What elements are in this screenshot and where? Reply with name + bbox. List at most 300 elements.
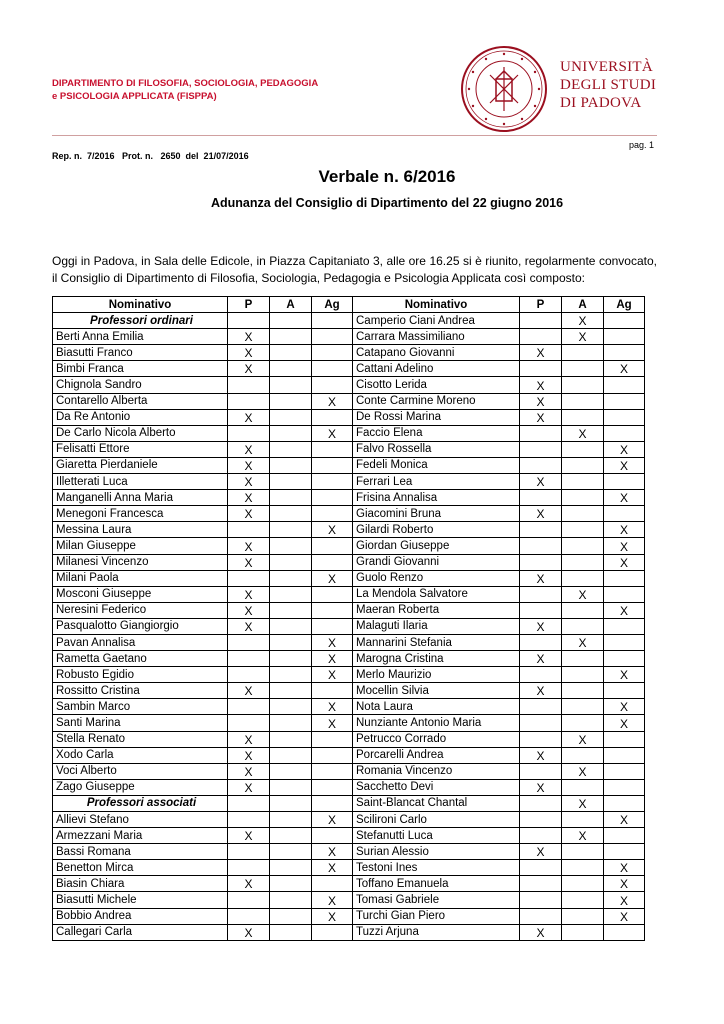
mark-p-left bbox=[228, 892, 270, 908]
mark-p-left: X bbox=[228, 683, 270, 699]
mark-p-left: X bbox=[228, 409, 270, 425]
mark-p-right bbox=[520, 763, 562, 779]
member-name-right: Petrucco Corrado bbox=[353, 731, 520, 747]
document-subtitle: Adunanza del Consiglio di Dipartimento del 22 giugno 2016 bbox=[210, 196, 564, 210]
mark-ag-left: X bbox=[312, 522, 353, 538]
mark-p-left: X bbox=[228, 763, 270, 779]
member-name-right: Mannarini Stefania bbox=[353, 634, 520, 650]
mark-p-right bbox=[520, 634, 562, 650]
mark-ag-left bbox=[312, 490, 353, 506]
mark-ag-right: X bbox=[604, 715, 645, 731]
member-name-right: Nota Laura bbox=[353, 699, 520, 715]
member-name-left: Giaretta Pierdaniele bbox=[53, 457, 228, 473]
mark-a-left bbox=[270, 554, 312, 570]
mark-a-left bbox=[270, 844, 312, 860]
table-row bbox=[53, 474, 645, 490]
header-p-right: P bbox=[520, 297, 562, 313]
table-row bbox=[53, 393, 645, 409]
mark-ag-right bbox=[604, 377, 645, 393]
member-name-left: Bassi Romana bbox=[53, 844, 228, 860]
table-row bbox=[53, 651, 645, 667]
mark-a-right bbox=[562, 393, 604, 409]
member-name-right: Grandi Giovanni bbox=[353, 554, 520, 570]
mark-a-right bbox=[562, 618, 604, 634]
member-name-right: Frisina Annalisa bbox=[353, 490, 520, 506]
department-line-1: DIPARTIMENTO DI FILOSOFIA, SOCIOLOGIA, PEDAGOGIA bbox=[52, 78, 319, 89]
mark-a-left bbox=[270, 892, 312, 908]
mark-p-right: X bbox=[520, 474, 562, 490]
member-name-right: De Rossi Marina bbox=[353, 409, 520, 425]
mark-ag-right bbox=[604, 474, 645, 490]
mark-p-right bbox=[520, 329, 562, 345]
mark-ag-right: X bbox=[604, 602, 645, 618]
mark-ag-right: X bbox=[604, 860, 645, 876]
mark-a-left bbox=[270, 763, 312, 779]
mark-a-left bbox=[270, 586, 312, 602]
table-row bbox=[53, 667, 645, 683]
mark-ag-left bbox=[312, 474, 353, 490]
mark-a-right bbox=[562, 924, 604, 940]
mark-ag-right bbox=[604, 345, 645, 361]
mark-p-right bbox=[520, 602, 562, 618]
mark-ag-left bbox=[312, 361, 353, 377]
table-header-row bbox=[53, 297, 645, 313]
mark-ag-left: X bbox=[312, 844, 353, 860]
mark-p-right bbox=[520, 667, 562, 683]
mark-a-right bbox=[562, 361, 604, 377]
mark-p-left: X bbox=[228, 602, 270, 618]
mark-a-left bbox=[270, 828, 312, 844]
mark-p-right: X bbox=[520, 393, 562, 409]
table-row bbox=[53, 763, 645, 779]
mark-ag-left bbox=[312, 586, 353, 602]
table-row bbox=[53, 892, 645, 908]
mark-a-right bbox=[562, 908, 604, 924]
table-row bbox=[53, 441, 645, 457]
member-name-left: Biasutti Michele bbox=[53, 892, 228, 908]
mark-a-right: X bbox=[562, 329, 604, 345]
mark-ag-right: X bbox=[604, 490, 645, 506]
mark-p-left: X bbox=[228, 361, 270, 377]
mark-p-right: X bbox=[520, 506, 562, 522]
header-a-left: A bbox=[270, 297, 312, 313]
mark-ag-right: X bbox=[604, 699, 645, 715]
attendance-table bbox=[52, 296, 645, 941]
mark-a-right bbox=[562, 345, 604, 361]
table-row bbox=[53, 602, 645, 618]
table-row bbox=[53, 586, 645, 602]
member-name-right: Camperio Ciani Andrea bbox=[353, 313, 520, 329]
mark-p-right bbox=[520, 457, 562, 473]
member-name-right: Scilironi Carlo bbox=[353, 812, 520, 828]
mark-ag-right bbox=[604, 618, 645, 634]
mark-ag-left bbox=[312, 602, 353, 618]
mark-ag-left bbox=[312, 329, 353, 345]
mark-ag-right: X bbox=[604, 554, 645, 570]
mark-a-left bbox=[270, 602, 312, 618]
mark-ag-right bbox=[604, 683, 645, 699]
mark-a-left bbox=[270, 618, 312, 634]
mark-a-right bbox=[562, 522, 604, 538]
member-name-right: Fedeli Monica bbox=[353, 457, 520, 473]
mark-a-right: X bbox=[562, 634, 604, 650]
member-name-right: Turchi Gian Piero bbox=[353, 908, 520, 924]
header-divider bbox=[52, 135, 657, 136]
mark-p-left bbox=[228, 425, 270, 441]
table-row bbox=[53, 618, 645, 634]
member-name-right: Testoni Ines bbox=[353, 860, 520, 876]
mark-ag-left: X bbox=[312, 667, 353, 683]
protocol-reference: Rep. n. 7/2016 Prot. n. 2650 del 21/07/2016 bbox=[52, 151, 249, 161]
member-name-left: Callegari Carla bbox=[53, 924, 228, 940]
member-name-right: Cisotto Lerida bbox=[353, 377, 520, 393]
mark-a-left bbox=[270, 409, 312, 425]
table-row bbox=[53, 409, 645, 425]
table-row bbox=[53, 699, 645, 715]
member-name-right: Falvo Rossella bbox=[353, 441, 520, 457]
university-seal-logo bbox=[460, 45, 548, 133]
mark-a-right bbox=[562, 667, 604, 683]
mark-a-right bbox=[562, 441, 604, 457]
member-name-left: Voci Alberto bbox=[53, 763, 228, 779]
mark-ag-right bbox=[604, 763, 645, 779]
table-row bbox=[53, 828, 645, 844]
mark-ag-right: X bbox=[604, 667, 645, 683]
mark-ag-right: X bbox=[604, 892, 645, 908]
table-row bbox=[53, 924, 645, 940]
section-heading: Professori associati bbox=[53, 795, 228, 811]
member-name-right: Giordan Giuseppe bbox=[353, 538, 520, 554]
mark-a-left bbox=[270, 747, 312, 763]
table-row bbox=[53, 570, 645, 586]
mark-p-right: X bbox=[520, 377, 562, 393]
member-name-right: Romania Vincenzo bbox=[353, 763, 520, 779]
member-name-right: Marogna Cristina bbox=[353, 651, 520, 667]
mark-ag-left bbox=[312, 409, 353, 425]
member-name-right: Mocellin Silvia bbox=[353, 683, 520, 699]
member-name-left: Messina Laura bbox=[53, 522, 228, 538]
member-name-right: Conte Carmine Moreno bbox=[353, 393, 520, 409]
mark-p-right bbox=[520, 908, 562, 924]
mark-ag-right bbox=[604, 634, 645, 650]
mark-p-right bbox=[520, 876, 562, 892]
intro-paragraph: Oggi in Padova, in Sala delle Edicole, in Piazza Capitaniato 3, alle ore 16.25 si è riunito, regolarmente convocato, il Consiglio di Dipartimento di Filosofia, Sociologia, Pedagogia e Psicologia Applicata così composto: bbox=[52, 254, 657, 285]
mark-ag-right bbox=[604, 506, 645, 522]
mark-p-right bbox=[520, 828, 562, 844]
header-a-right: A bbox=[562, 297, 604, 313]
mark-a-right bbox=[562, 570, 604, 586]
member-name-left: Santi Marina bbox=[53, 715, 228, 731]
mark-p-left bbox=[228, 715, 270, 731]
member-name-left: Milanesi Vincenzo bbox=[53, 554, 228, 570]
mark-p-left: X bbox=[228, 586, 270, 602]
member-name-left: Rametta Gaetano bbox=[53, 651, 228, 667]
table-row bbox=[53, 876, 645, 892]
member-name-right: Tuzzi Arjuna bbox=[353, 924, 520, 940]
member-name-left: Biasutti Franco bbox=[53, 345, 228, 361]
mark-a-left bbox=[270, 522, 312, 538]
mark-a-left bbox=[270, 474, 312, 490]
member-name-left: Bobbio Andrea bbox=[53, 908, 228, 924]
mark-ag-right bbox=[604, 924, 645, 940]
member-name-right: Carrara Massimiliano bbox=[353, 329, 520, 345]
member-name-left: Milan Giuseppe bbox=[53, 538, 228, 554]
mark-ag-left: X bbox=[312, 908, 353, 924]
mark-ag-left bbox=[312, 506, 353, 522]
mark-a-left bbox=[270, 506, 312, 522]
mark-a-right bbox=[562, 699, 604, 715]
mark-a-left bbox=[270, 731, 312, 747]
header-ag-right: Ag bbox=[604, 297, 645, 313]
mark-ag-right: X bbox=[604, 908, 645, 924]
member-name-left: Manganelli Anna Maria bbox=[53, 490, 228, 506]
mark-p-right bbox=[520, 441, 562, 457]
member-name-right: Maeran Roberta bbox=[353, 602, 520, 618]
mark-ag-right bbox=[604, 329, 645, 345]
member-name-right: Stefanutti Luca bbox=[353, 828, 520, 844]
mark-a-left bbox=[270, 699, 312, 715]
member-name-right: Toffano Emanuela bbox=[353, 876, 520, 892]
mark-p-right bbox=[520, 490, 562, 506]
mark-a-left bbox=[270, 457, 312, 473]
table-row bbox=[53, 457, 645, 473]
mark-ag-right bbox=[604, 409, 645, 425]
mark-a-left bbox=[270, 667, 312, 683]
mark-p-left bbox=[228, 393, 270, 409]
mark-a-right bbox=[562, 715, 604, 731]
member-name-right: Saint-Blancat Chantal bbox=[353, 795, 520, 811]
mark-ag-right bbox=[604, 313, 645, 329]
mark-a-right bbox=[562, 602, 604, 618]
mark-p-right bbox=[520, 699, 562, 715]
table-row bbox=[53, 731, 645, 747]
member-name-left: Berti Anna Emilia bbox=[53, 329, 228, 345]
mark-ag-left bbox=[312, 779, 353, 795]
mark-a-left bbox=[270, 377, 312, 393]
member-name-right: Nunziante Antonio Maria bbox=[353, 715, 520, 731]
mark-p-left: X bbox=[228, 731, 270, 747]
mark-p-right bbox=[520, 795, 562, 811]
mark-p-right bbox=[520, 425, 562, 441]
mark-p-left: X bbox=[228, 345, 270, 361]
member-name-left: Menegoni Francesca bbox=[53, 506, 228, 522]
mark-a-left bbox=[270, 313, 312, 329]
member-name-left: Xodo Carla bbox=[53, 747, 228, 763]
mark-p-left bbox=[228, 860, 270, 876]
mark-ag-left bbox=[312, 441, 353, 457]
mark-ag-left bbox=[312, 554, 353, 570]
mark-ag-left bbox=[312, 924, 353, 940]
member-name-right: Porcarelli Andrea bbox=[353, 747, 520, 763]
member-name-left: Milani Paola bbox=[53, 570, 228, 586]
mark-p-right bbox=[520, 522, 562, 538]
table-row bbox=[53, 361, 645, 377]
mark-ag-right bbox=[604, 779, 645, 795]
member-name-left: Robusto Egidio bbox=[53, 667, 228, 683]
table-row bbox=[53, 522, 645, 538]
university-line-3: DI PADOVA bbox=[560, 95, 642, 111]
university-line-2: DEGLI STUDI bbox=[560, 77, 657, 93]
member-name-left: Sambin Marco bbox=[53, 699, 228, 715]
header-nominativo-right: Nominativo bbox=[353, 297, 520, 313]
table-row bbox=[53, 425, 645, 441]
mark-a-left bbox=[270, 393, 312, 409]
mark-p-left: X bbox=[228, 828, 270, 844]
mark-ag-left bbox=[312, 313, 353, 329]
member-name-right: Malaguti Ilaria bbox=[353, 618, 520, 634]
department-name bbox=[52, 77, 318, 103]
table-row bbox=[53, 554, 645, 570]
mark-p-left: X bbox=[228, 441, 270, 457]
university-line-1: UNIVERSITÀ bbox=[560, 59, 653, 75]
mark-a-right bbox=[562, 457, 604, 473]
mark-ag-right: X bbox=[604, 812, 645, 828]
member-name-right: Surian Alessio bbox=[353, 844, 520, 860]
mark-ag-right: X bbox=[604, 441, 645, 457]
mark-p-right bbox=[520, 892, 562, 908]
table-row bbox=[53, 779, 645, 795]
mark-p-right bbox=[520, 731, 562, 747]
mark-p-left: X bbox=[228, 747, 270, 763]
member-name-right: La Mendola Salvatore bbox=[353, 586, 520, 602]
member-name-right: Tomasi Gabriele bbox=[353, 892, 520, 908]
mark-a-left bbox=[270, 490, 312, 506]
mark-p-left bbox=[228, 651, 270, 667]
mark-ag-right bbox=[604, 844, 645, 860]
mark-p-left bbox=[228, 313, 270, 329]
mark-p-left: X bbox=[228, 554, 270, 570]
mark-a-left bbox=[270, 345, 312, 361]
mark-p-left bbox=[228, 795, 270, 811]
mark-p-right bbox=[520, 715, 562, 731]
member-name-left: Pasqualotto Giangiorgio bbox=[53, 618, 228, 634]
mark-a-left bbox=[270, 908, 312, 924]
mark-a-left bbox=[270, 361, 312, 377]
mark-p-right bbox=[520, 313, 562, 329]
mark-a-right: X bbox=[562, 763, 604, 779]
mark-a-right: X bbox=[562, 313, 604, 329]
mark-a-left bbox=[270, 441, 312, 457]
department-line-2: e PSICOLOGIA APPLICATA (FISPPA) bbox=[52, 91, 217, 102]
mark-a-left bbox=[270, 683, 312, 699]
mark-p-right bbox=[520, 361, 562, 377]
member-name-left: Felisatti Ettore bbox=[53, 441, 228, 457]
mark-p-right: X bbox=[520, 409, 562, 425]
mark-a-right bbox=[562, 506, 604, 522]
mark-a-right: X bbox=[562, 795, 604, 811]
table-row bbox=[53, 747, 645, 763]
mark-a-right bbox=[562, 490, 604, 506]
member-name-left: Biasin Chiara bbox=[53, 876, 228, 892]
mark-ag-left: X bbox=[312, 892, 353, 908]
table-row bbox=[53, 795, 645, 811]
table-row bbox=[53, 860, 645, 876]
mark-ag-left bbox=[312, 828, 353, 844]
mark-a-right bbox=[562, 554, 604, 570]
member-name-left: Contarello Alberta bbox=[53, 393, 228, 409]
member-name-right: Sacchetto Devi bbox=[353, 779, 520, 795]
mark-p-left: X bbox=[228, 506, 270, 522]
mark-p-left: X bbox=[228, 329, 270, 345]
table-row bbox=[53, 812, 645, 828]
mark-p-right: X bbox=[520, 570, 562, 586]
mark-a-right bbox=[562, 538, 604, 554]
member-name-right: Faccio Elena bbox=[353, 425, 520, 441]
mark-a-left bbox=[270, 329, 312, 345]
mark-p-right: X bbox=[520, 844, 562, 860]
mark-a-right bbox=[562, 377, 604, 393]
mark-p-left: X bbox=[228, 618, 270, 634]
mark-a-right bbox=[562, 892, 604, 908]
mark-p-left bbox=[228, 634, 270, 650]
mark-ag-left bbox=[312, 795, 353, 811]
mark-ag-left bbox=[312, 876, 353, 892]
table-row bbox=[53, 908, 645, 924]
mark-ag-right bbox=[604, 731, 645, 747]
mark-a-right bbox=[562, 474, 604, 490]
table-row bbox=[53, 377, 645, 393]
mark-a-right bbox=[562, 844, 604, 860]
mark-ag-left bbox=[312, 618, 353, 634]
mark-p-right: X bbox=[520, 651, 562, 667]
member-name-left: Zago Giuseppe bbox=[53, 779, 228, 795]
section-heading: Professori ordinari bbox=[53, 313, 228, 329]
mark-p-left bbox=[228, 667, 270, 683]
mark-a-right bbox=[562, 860, 604, 876]
member-name-right: Ferrari Lea bbox=[353, 474, 520, 490]
mark-ag-left bbox=[312, 763, 353, 779]
mark-ag-left: X bbox=[312, 634, 353, 650]
mark-a-right bbox=[562, 779, 604, 795]
mark-p-left bbox=[228, 812, 270, 828]
mark-ag-right bbox=[604, 747, 645, 763]
mark-a-left bbox=[270, 860, 312, 876]
table-row bbox=[53, 634, 645, 650]
mark-a-left bbox=[270, 570, 312, 586]
mark-ag-right bbox=[604, 586, 645, 602]
mark-ag-left bbox=[312, 377, 353, 393]
mark-p-left bbox=[228, 699, 270, 715]
member-name-right: Merlo Maurizio bbox=[353, 667, 520, 683]
mark-p-left: X bbox=[228, 876, 270, 892]
table-row bbox=[53, 345, 645, 361]
mark-a-left bbox=[270, 425, 312, 441]
member-name-left: Mosconi Giuseppe bbox=[53, 586, 228, 602]
document-title: Verbale n. 6/2016 bbox=[318, 167, 456, 186]
member-name-left: Chignola Sandro bbox=[53, 377, 228, 393]
mark-p-left: X bbox=[228, 490, 270, 506]
mark-a-left bbox=[270, 634, 312, 650]
mark-ag-right bbox=[604, 795, 645, 811]
mark-ag-left bbox=[312, 731, 353, 747]
mark-p-left: X bbox=[228, 474, 270, 490]
table-row bbox=[53, 490, 645, 506]
member-name-right: Giacomini Bruna bbox=[353, 506, 520, 522]
mark-a-right bbox=[562, 683, 604, 699]
mark-p-left bbox=[228, 377, 270, 393]
mark-ag-right: X bbox=[604, 457, 645, 473]
mark-a-right bbox=[562, 812, 604, 828]
mark-ag-right: X bbox=[604, 361, 645, 377]
mark-a-right: X bbox=[562, 586, 604, 602]
mark-p-right bbox=[520, 860, 562, 876]
table-body bbox=[53, 313, 645, 941]
mark-ag-right bbox=[604, 570, 645, 586]
mark-a-right bbox=[562, 651, 604, 667]
mark-p-right bbox=[520, 538, 562, 554]
mark-a-right: X bbox=[562, 731, 604, 747]
member-name-right: Catapano Giovanni bbox=[353, 345, 520, 361]
